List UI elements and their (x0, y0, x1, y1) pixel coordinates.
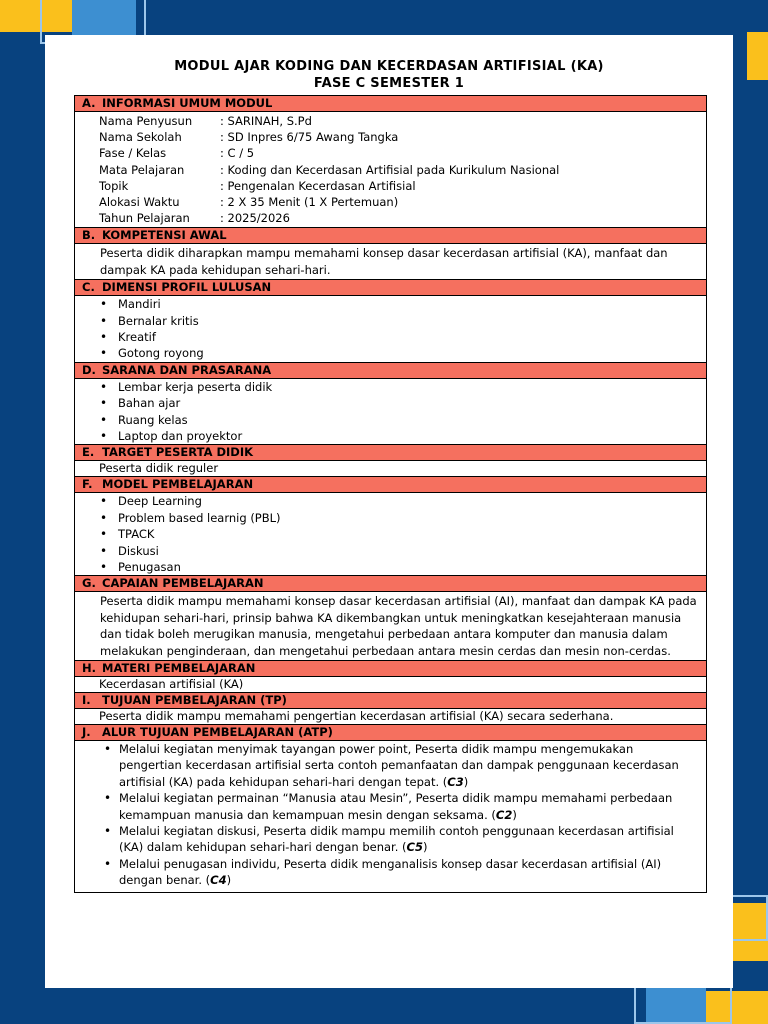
info-value: : SARINAH, S.Pd (220, 114, 312, 128)
atp-close: ) (463, 774, 469, 789)
section-a-header (75, 96, 706, 112)
section-h-letter: H. (82, 661, 96, 676)
section-h-heading: MATERI PEMBELAJARAN (102, 661, 256, 676)
section-b-header (75, 228, 706, 244)
section-h-body (75, 677, 706, 693)
section-d-header (75, 363, 706, 379)
section-e-body (75, 461, 706, 477)
info-row-sekolah (75, 129, 706, 145)
list-item: • Bahan ajar (75, 395, 706, 411)
section-f-heading: MODEL PEMBELAJARAN (102, 477, 254, 492)
info-value: : Koding dan Kecerdasan Artifisial pada Kurikulum Nasional (220, 162, 560, 177)
info-row-fase-kelas (75, 145, 706, 161)
section-c-letter: C. (82, 280, 95, 295)
section-j-body (75, 741, 706, 893)
list-item: • Diskusi (75, 543, 706, 559)
list-item: • Deep Learning (75, 493, 706, 509)
list-item (75, 823, 706, 856)
list-item: • Bernalar kritis (75, 313, 706, 329)
list-item: • Penugasan (75, 559, 706, 575)
info-label: Alokasi Waktu (99, 194, 180, 209)
section-b-heading: KOMPETENSI AWAL (102, 228, 227, 243)
list-item: • Lembar kerja peserta didik (75, 379, 706, 395)
module-table (74, 95, 707, 893)
atp-list (75, 741, 706, 889)
section-c-body (75, 296, 706, 363)
section-a-heading: INFORMASI UMUM MODUL (102, 96, 273, 110)
info-label: Nama Sekolah (99, 130, 182, 145)
section-a-body (75, 112, 706, 228)
section-f-header (75, 477, 706, 493)
section-g-heading: CAPAIAN PEMBELAJARAN (102, 576, 264, 591)
document-title-line-2: FASE C SEMESTER 1 (313, 76, 465, 91)
atp-close: ) (422, 840, 428, 855)
atp-close: ) (226, 873, 232, 888)
yellow-bar-decoration (747, 32, 768, 80)
capaian-pembelajaran-text: Peserta didik mampu memahami konsep dasar kecerdasan artifisial (AI), manfaat dan dampak KA pada kehidupan sehari-hari, prinsip bahwa KA dikembangkan untuk meningkatkan kesejahteraan manusia dan tidak boleh merugikan manusia, mengetahui perbedaan antara komputer dan manusia dalam melakukan penginderaan, dan mengetahui perbedaan antara mesin cerdas dan mesin non-cerdas. (100, 594, 697, 658)
section-i-header (75, 693, 706, 709)
info-value: : Pengenalan Kecerdasan Artifisial (220, 178, 416, 193)
section-e-letter: E. (82, 445, 95, 460)
section-g-header (75, 576, 706, 592)
list-item: • Mandiri (75, 296, 706, 312)
section-g-letter: G. (82, 576, 96, 591)
target-peserta-text: Peserta didik reguler (99, 461, 219, 476)
section-e-header (75, 445, 706, 461)
model-pembelajaran-list (75, 493, 706, 575)
materi-pembelajaran-text: Kecerdasan artifisial (KA) (99, 677, 244, 692)
atp-text: Melalui kegiatan permainan “Manusia atau Mesin”, Peserta didik mampu memahami perbedaan kemampuan manusia dan kemampuan mesin dengan seksama. ( (119, 791, 673, 822)
kompetensi-awal-text: Peserta didik diharapkan mampu memahami konsep dasar kecerdasan artifisial (KA), manfaat dan dampak KA pada kehidupan sehari-hari. (100, 246, 668, 277)
info-label: Nama Penyusun (99, 114, 193, 128)
cognitive-level-code: C3 (447, 774, 464, 789)
tujuan-pembelajaran-text: Peserta didik mampu memahami pengertian kecerdasan artifisial (KA) secara sederhana. (99, 709, 614, 724)
list-item: • Laptop dan proyektor (75, 428, 706, 444)
section-d-letter: D. (82, 362, 96, 377)
list-item (75, 741, 706, 790)
info-row-topik (75, 178, 706, 194)
info-value: : SD Inpres 6/75 Awang Tangka (220, 130, 399, 145)
list-item (75, 856, 706, 889)
cognitive-level-code: C5 (406, 840, 423, 855)
list-item: • Gotong royong (75, 345, 706, 361)
section-i-body (75, 709, 706, 725)
section-b-letter: B. (82, 228, 96, 243)
info-row-tahun-pelajaran (75, 210, 706, 226)
cognitive-level-code: C4 (210, 873, 227, 888)
info-value: : 2025/2026 (220, 211, 290, 226)
list-item: • Ruang kelas (75, 412, 706, 428)
corner-decoration-bottom-left (0, 988, 45, 1024)
section-j-header (75, 725, 706, 741)
list-item: • Kreatif (75, 329, 706, 345)
list-item (75, 790, 706, 823)
atp-text: Melalui kegiatan diskusi, Peserta didik mampu memilih contoh penggunaan kecerdasan artifisial (KA) dalam kehidupan sehari-hari dengan benar. ( (119, 824, 674, 855)
list-item: • Problem based learnig (PBL) (75, 510, 706, 526)
info-label: Tahun Pelajaran (99, 211, 190, 226)
dark-blue-block-decoration (0, 988, 45, 1024)
section-c-heading: DIMENSI PROFIL LULUSAN (102, 280, 272, 295)
sarana-list (75, 379, 706, 445)
section-h-header (75, 661, 706, 677)
section-f-body (75, 493, 706, 576)
info-row-penyusun (75, 113, 706, 129)
atp-text: Melalui penugasan individu, Peserta didik menganalisis konsep dasar kecerdasan artifisial (AI) dengan benar. ( (119, 856, 662, 888)
section-d-body (75, 379, 706, 446)
info-label: Topik (99, 178, 129, 193)
section-b-body (75, 244, 706, 280)
cognitive-level-code: C2 (495, 807, 513, 822)
section-j-heading: ALUR TUJUAN PEMBELAJARAN (ATP) (102, 725, 333, 740)
section-e-heading: TARGET PESERTA DIDIK (102, 445, 254, 460)
section-j-letter: J. (82, 725, 91, 740)
info-value: : 2 X 35 Menit (1 X Pertemuan) (220, 194, 399, 209)
info-label: Fase / Kelas (99, 146, 167, 161)
section-g-body (75, 592, 706, 661)
info-row-mata-pelajaran (75, 162, 706, 178)
document-page (45, 35, 733, 988)
info-label: Mata Pelajaran (99, 162, 185, 177)
document-title-line-1: MODUL AJAR KODING DAN KECERDASAN ARTIFISIAL (KA) (174, 59, 604, 74)
list-item: • TPACK (75, 526, 706, 542)
profil-lulusan-list (75, 296, 706, 362)
section-f-letter: F. (82, 477, 93, 492)
corner-decoration-top-right (733, 32, 768, 80)
section-i-heading: TUJUAN PEMBELAJARAN (TP) (102, 693, 287, 708)
section-d-heading: SARANA DAN PRASARANA (102, 362, 272, 377)
section-a-letter: A. (82, 96, 96, 110)
info-row-alokasi-waktu (75, 194, 706, 210)
atp-close: ) (512, 807, 517, 822)
section-i-letter: I. (82, 693, 91, 708)
atp-text: Melalui kegiatan menyimak tayangan power point, Peserta didik mampu mengemukakan pengertian kecerdasan artifisial serta contoh pemanfaatan dan dampak penggunaan kecerdasan artifisial (KA) pada kehidupan sehari-hari dengan tepat. ( (119, 742, 679, 789)
info-value: : C / 5 (220, 146, 255, 161)
section-c-header (75, 280, 706, 296)
